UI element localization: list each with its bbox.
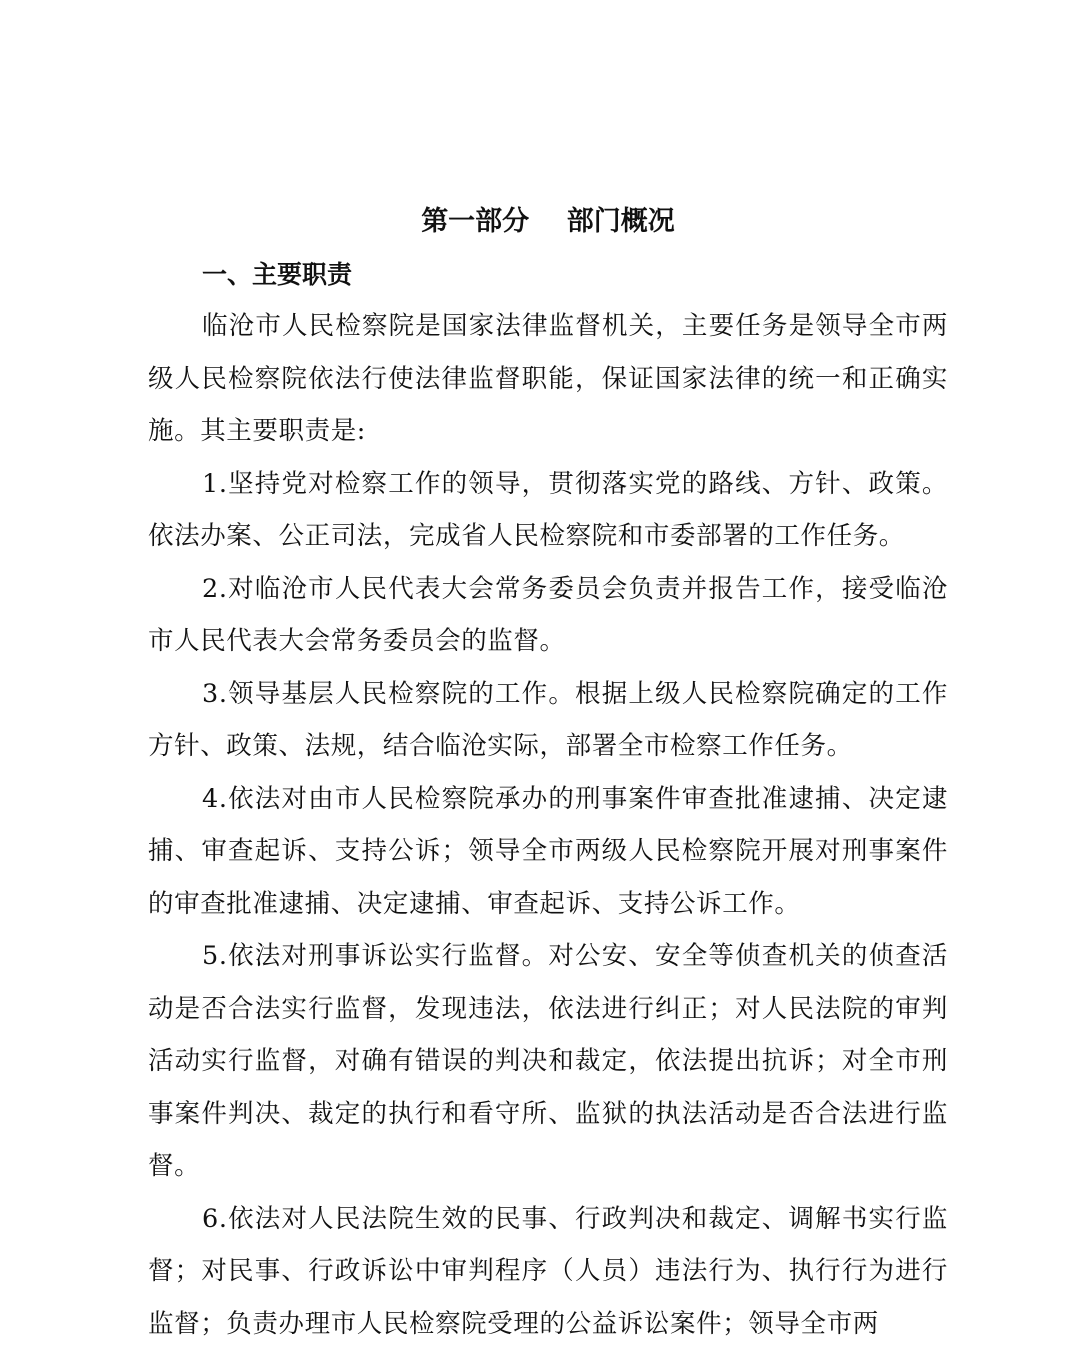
document-page <box>148 0 948 1338</box>
body-text <box>148 300 948 1350</box>
paragraph-duty-2: 2.对临沧市人民代表大会常务委员会负责并报告工作，接受临沧市人民代表大会常务委员会的监督。 <box>148 563 948 668</box>
paragraph-duty-5: 5.依法对刑事诉讼实行监督。对公安、安全等侦查机关的侦查活动是否合法实行监督，发现违法，依法进行纠正；对人民法院的审判活动实行监督，对确有错误的判决和裁定，依法提出抗诉；对全市刑事案件判决、裁定的执行和看守所、监狱的执法活动是否合法进行监督。 <box>148 930 948 1193</box>
part-title: 第一部分 部门概况 <box>148 200 948 244</box>
paragraph-duty-1: 1.坚持党对检察工作的领导，贯彻落实党的路线、方针、政策。依法办案、公正司法，完成省人民检察院和市委部署的工作任务。 <box>148 458 948 563</box>
section-heading: 一、主要职责 <box>202 253 352 297</box>
paragraph-intro: 临沧市人民检察院是国家法律监督机关，主要任务是领导全市两级人民检察院依法行使法律监督职能，保证国家法律的统一和正确实施。其主要职责是: <box>148 300 948 458</box>
paragraph-duty-6: 6.依法对人民法院生效的民事、行政判决和裁定、调解书实行监督；对民事、行政诉讼中审判程序（人员）违法行为、执行行为进行监督；负责办理市人民检察院受理的公益诉讼案件；领导全市两 <box>148 1193 948 1350</box>
paragraph-duty-3: 3.领导基层人民检察院的工作。根据上级人民检察院确定的工作方针、政策、法规，结合临沧实际，部署全市检察工作任务。 <box>148 668 948 773</box>
paragraph-duty-4: 4.依法对由市人民检察院承办的刑事案件审查批准逮捕、决定逮捕、审查起诉、支持公诉；领导全市两级人民检察院开展对刑事案件的审查批准逮捕、决定逮捕、审查起诉、支持公诉工作。 <box>148 773 948 931</box>
